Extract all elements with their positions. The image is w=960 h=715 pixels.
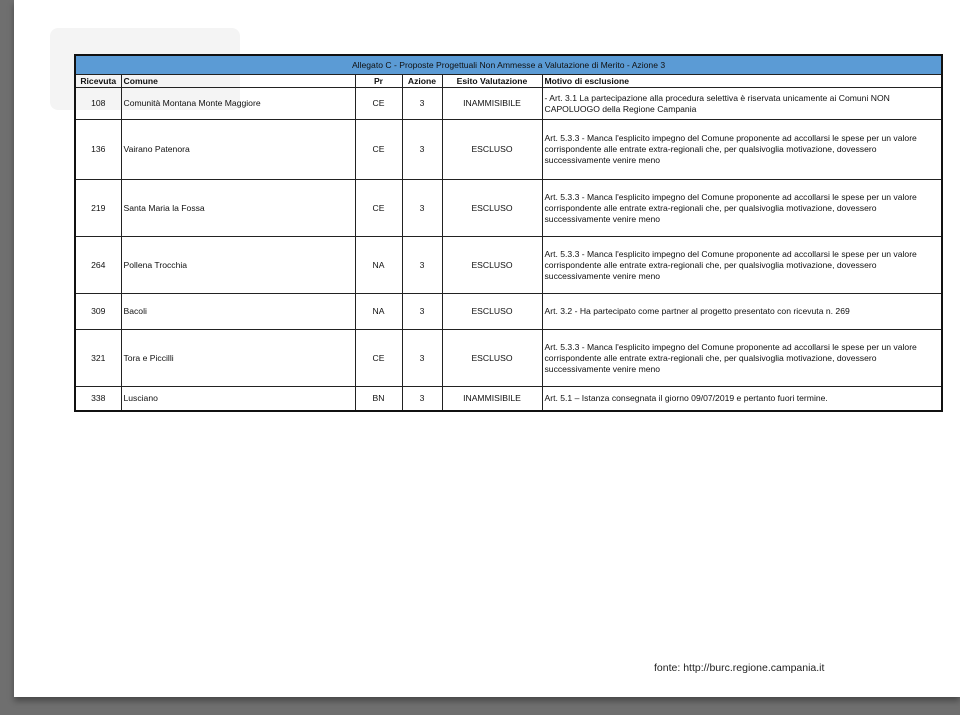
exclusion-table	[74, 54, 943, 412]
table-row	[75, 88, 942, 120]
cell-ricevuta: 219	[75, 180, 121, 237]
cell-esito: ESCLUSO	[442, 120, 542, 180]
cell-motivo: - Art. 3.1 La partecipazione alla procedura selettiva è riservata unicamente ai Comuni NON CAPOLUOGO della Regione Campania	[542, 88, 942, 120]
document-page	[14, 0, 960, 697]
cell-pr: CE	[355, 330, 402, 387]
col-header-esito: Esito Valutazione	[442, 75, 542, 88]
col-header-pr: Pr	[355, 75, 402, 88]
cell-ricevuta: 136	[75, 120, 121, 180]
cell-ricevuta: 309	[75, 294, 121, 330]
table-title: Allegato C - Proposte Progettuali Non Ammesse a Valutazione di Merito - Azione 3	[75, 55, 942, 75]
cell-azione: 3	[402, 180, 442, 237]
cell-motivo: Art. 5.3.3 - Manca l'esplicito impegno del Comune proponente ad accollarsi le spese per un valore corrispondente alle entrate extra-regionali che, per qualsivoglia motivazione, dovessero successivamente venire meno	[542, 237, 942, 294]
cell-motivo: Art. 5.1 – Istanza consegnata il giorno 09/07/2019 e pertanto fuori termine.	[542, 387, 942, 411]
cell-azione: 3	[402, 120, 442, 180]
table-row	[75, 237, 942, 294]
cell-ricevuta: 338	[75, 387, 121, 411]
cell-motivo: Art. 5.3.3 - Manca l'esplicito impegno del Comune proponente ad accollarsi le spese per un valore corrispondente alle entrate extra-regionali che, per qualsivoglia motivazione, dovessero successivamente venire meno	[542, 330, 942, 387]
table-row	[75, 120, 942, 180]
cell-motivo: Art. 5.3.3 - Manca l'esplicito impegno del Comune proponente ad accollarsi le spese per un valore corrispondente alle entrate extra-regionali che, per qualsivoglia motivazione, dovessero successivamente venire meno	[542, 180, 942, 237]
cell-comune: Vairano Patenora	[121, 120, 355, 180]
cell-pr: CE	[355, 180, 402, 237]
cell-pr: CE	[355, 120, 402, 180]
cell-comune: Pollena Trocchia	[121, 237, 355, 294]
col-header-comune: Comune	[121, 75, 355, 88]
cell-ricevuta: 264	[75, 237, 121, 294]
cell-comune: Comunità Montana Monte Maggiore	[121, 88, 355, 120]
cell-azione: 3	[402, 294, 442, 330]
cell-motivo: Art. 5.3.3 - Manca l'esplicito impegno del Comune proponente ad accollarsi le spese per un valore corrispondente alle entrate extra-regionali che, per qualsivoglia motivazione, dovessero successivamente venire meno	[542, 120, 942, 180]
cell-esito: INAMMISIBILE	[442, 88, 542, 120]
table-header-row	[75, 75, 942, 88]
cell-esito: ESCLUSO	[442, 294, 542, 330]
cell-ricevuta: 321	[75, 330, 121, 387]
cell-azione: 3	[402, 387, 442, 411]
table-row	[75, 330, 942, 387]
table-title-row	[75, 55, 942, 75]
cell-azione: 3	[402, 330, 442, 387]
cell-azione: 3	[402, 88, 442, 120]
col-header-ricevuta: Ricevuta	[75, 75, 121, 88]
cell-motivo: Art. 3.2 - Ha partecipato come partner al progetto presentato con ricevuta n. 269	[542, 294, 942, 330]
table-row	[75, 180, 942, 237]
cell-comune: Bacoli	[121, 294, 355, 330]
cell-esito: ESCLUSO	[442, 180, 542, 237]
cell-comune: Tora e Piccilli	[121, 330, 355, 387]
cell-comune: Santa Maria la Fossa	[121, 180, 355, 237]
cell-pr: NA	[355, 294, 402, 330]
col-header-azione: Azione	[402, 75, 442, 88]
cell-pr: NA	[355, 237, 402, 294]
table-row	[75, 387, 942, 411]
cell-pr: CE	[355, 88, 402, 120]
cell-comune: Lusciano	[121, 387, 355, 411]
table-row	[75, 294, 942, 330]
source-note: fonte: http://burc.regione.campania.it	[654, 662, 825, 674]
cell-esito: ESCLUSO	[442, 330, 542, 387]
cell-azione: 3	[402, 237, 442, 294]
col-header-motivo: Motivo di esclusione	[542, 75, 942, 88]
cell-pr: BN	[355, 387, 402, 411]
cell-esito: INAMMISIBILE	[442, 387, 542, 411]
cell-ricevuta: 108	[75, 88, 121, 120]
cell-esito: ESCLUSO	[442, 237, 542, 294]
